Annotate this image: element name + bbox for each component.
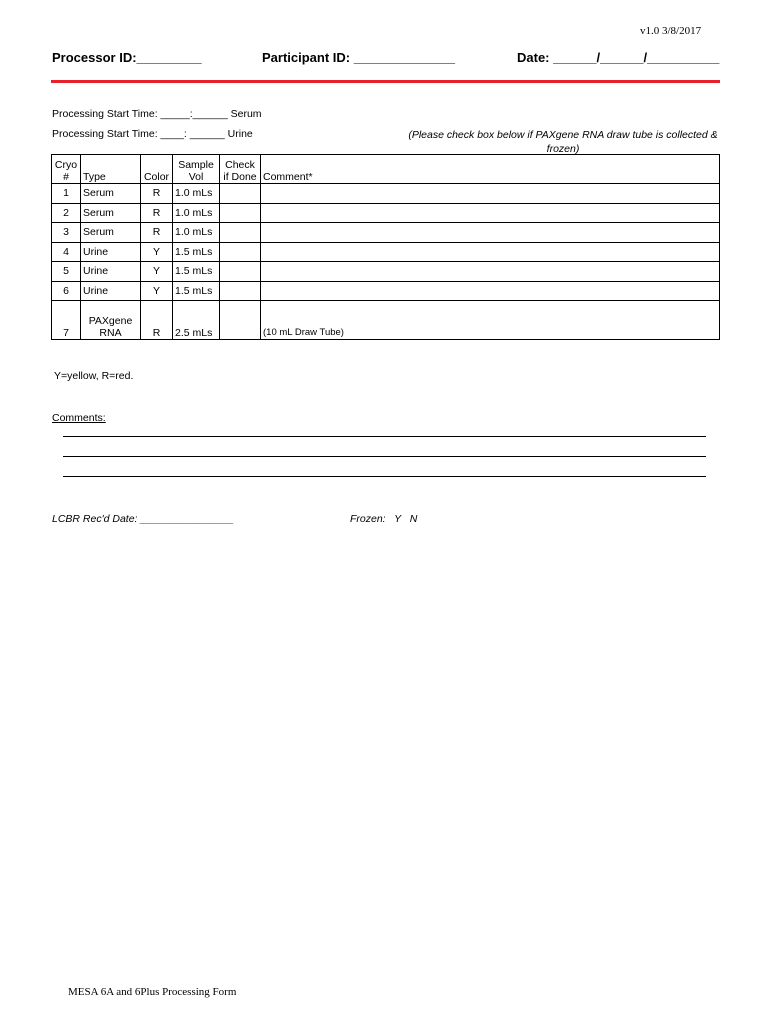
check-box-cell[interactable] [220,262,261,282]
header-check: Check if Done [220,155,261,184]
sample-type: Serum [81,184,141,204]
check-box-cell[interactable] [220,301,261,340]
cryo-number: 1 [52,184,81,204]
check-box-cell[interactable] [220,242,261,262]
cryo-number: 2 [52,203,81,223]
table-row [52,203,720,223]
sample-volume: 1.0 mLs [173,203,220,223]
sample-volume: 1.0 mLs [173,223,220,243]
comment-cell[interactable]: (10 mL Draw Tube) [261,301,720,340]
sample-type: Urine [81,262,141,282]
comment-line-3[interactable] [63,476,706,477]
cryo-number: 7 [52,301,81,340]
header-divider [51,80,720,83]
comment-cell[interactable] [261,262,720,282]
table-header-row [52,155,720,184]
sample-volume: 1.5 mLs [173,281,220,301]
table-row [52,223,720,243]
version-label: v1.0 3/8/2017 [640,25,702,37]
header-type: Type [81,155,141,184]
header-color: Color [141,155,173,184]
header-comment: Comment* [261,155,720,184]
check-box-cell[interactable] [220,281,261,301]
comments-label: Comments: [52,412,106,424]
table-row [52,301,720,340]
cryo-number: 4 [52,242,81,262]
comment-line-2[interactable] [63,456,706,457]
sample-color: R [141,184,173,204]
comment-cell[interactable] [261,223,720,243]
table-row [52,281,720,301]
check-box-cell[interactable] [220,184,261,204]
cryo-number: 6 [52,281,81,301]
participant-id-field[interactable]: Participant ID: ______________ [262,50,455,65]
sample-type: Serum [81,223,141,243]
color-legend: Y=yellow, R=red. [54,370,134,382]
header-sample-vol: Sample Vol [173,155,220,184]
table-row [52,242,720,262]
sample-type: PAXgene RNA [81,301,141,340]
paxgene-note: (Please check box below if PAXgene RNA draw tube is collected & frozen) [408,129,718,155]
sample-color: Y [141,262,173,282]
sample-table [51,154,720,340]
sample-type: Urine [81,281,141,301]
processor-id-field[interactable]: Processor ID:_________ [52,50,202,65]
sample-type: Urine [81,242,141,262]
urine-start-time-field[interactable]: Processing Start Time: ____: ______ Urine [52,128,253,140]
table-row [52,262,720,282]
cryo-number: 5 [52,262,81,282]
check-box-cell[interactable] [220,203,261,223]
sample-color: R [141,223,173,243]
lcbr-received-date-field[interactable]: LCBR Rec'd Date: ________________ [52,513,234,525]
comment-cell[interactable] [261,184,720,204]
header-cryo: Cryo # [52,155,81,184]
sample-volume: 1.5 mLs [173,242,220,262]
cryo-number: 3 [52,223,81,243]
frozen-field[interactable]: Frozen: Y N [350,513,418,525]
sample-type: Serum [81,203,141,223]
comment-cell[interactable] [261,203,720,223]
table-row [52,184,720,204]
sample-color: Y [141,281,173,301]
sample-volume: 2.5 mLs [173,301,220,340]
sample-volume: 1.5 mLs [173,262,220,282]
sample-color: R [141,203,173,223]
check-box-cell[interactable] [220,223,261,243]
sample-color: Y [141,242,173,262]
comment-cell[interactable] [261,281,720,301]
date-field[interactable]: Date: ______/______/__________ [517,50,720,65]
comment-cell[interactable] [261,242,720,262]
sample-volume: 1.0 mLs [173,184,220,204]
sample-color: R [141,301,173,340]
form-footer: MESA 6A and 6Plus Processing Form [68,986,237,998]
serum-start-time-field[interactable]: Processing Start Time: _____:______ Serum [52,108,262,120]
comment-line-1[interactable] [63,436,706,437]
